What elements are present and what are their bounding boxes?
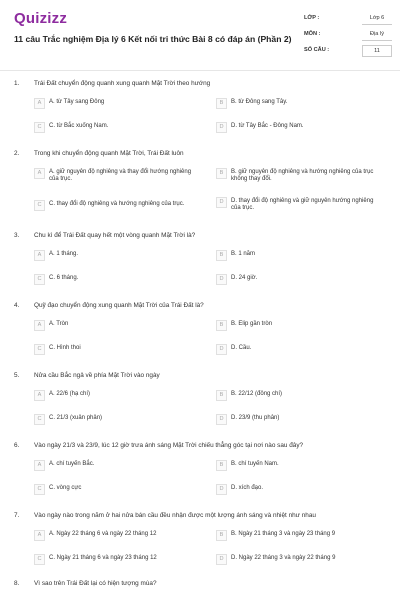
option-d[interactable] (216, 344, 386, 358)
option-text: B. 22/12 (đông chí) (231, 391, 283, 397)
option-letter: C (34, 122, 45, 133)
option-text: C. Hình thoi (49, 345, 81, 351)
question-number: 6. (14, 442, 20, 449)
option-letter: C (34, 274, 45, 285)
option-c[interactable] (34, 414, 204, 428)
option-letter: D (216, 554, 227, 565)
meta-label: LỚP : (304, 15, 320, 21)
option-d[interactable] (216, 274, 386, 288)
option-letter: C (34, 344, 45, 355)
option-d[interactable] (216, 122, 386, 136)
option-d[interactable] (216, 484, 386, 498)
option-text: B. Elip gần tròn (231, 321, 273, 327)
option-text: D. Cầu. (231, 345, 252, 351)
option-text: A. Ngày 22 tháng 6 và ngày 22 tháng 12 (49, 531, 157, 537)
question-number: 1. (14, 80, 20, 87)
option-c[interactable] (34, 554, 204, 568)
question-text: Vào ngày nào trong năm ở hai nửa bán cầu đều nhận được một lượng ánh sáng và nhiệt như nhau (34, 512, 316, 519)
option-c[interactable] (34, 344, 204, 358)
option-text: A. 1 tháng. (49, 251, 79, 257)
option-letter: A (34, 320, 45, 331)
option-letter: B (216, 250, 227, 261)
option-text: A. chí tuyến Bắc. (49, 461, 95, 467)
option-letter: C (34, 484, 45, 495)
option-text: A. Tròn (49, 321, 69, 327)
question-text: Vì sao trên Trái Đất lại có hiện tượng mùa? (34, 580, 157, 587)
option-text: D. 23/9 (thu phân) (231, 415, 280, 421)
option-text: A. giữ nguyên độ nghiêng và thay đổi hướng nghiêng của trục. (49, 169, 192, 183)
option-letter: D (216, 414, 227, 425)
question-text: Trái Đất chuyển động quanh xung quanh Mặt Trời theo hướng (34, 80, 211, 87)
option-text: A. từ Tây sang Đông (49, 99, 105, 105)
option-a[interactable] (34, 168, 204, 188)
option-a[interactable] (34, 98, 204, 112)
option-c[interactable] (34, 274, 204, 288)
meta-label: MÔN : (304, 31, 321, 37)
option-letter: D (216, 122, 227, 133)
worksheet-meta (304, 12, 392, 60)
option-text: B. chí tuyến Nam. (231, 461, 279, 467)
option-letter: A (34, 530, 45, 541)
option-c[interactable] (34, 122, 204, 136)
meta-value: 11 (362, 45, 392, 57)
option-letter: A (34, 390, 45, 401)
page-title: 11 câu Trắc nghiệm Địa lý 6 Kết nối tri thức Bài 8 có đáp án (Phần 2) (14, 34, 292, 44)
option-text: C. 21/3 (xuân phân) (49, 415, 103, 421)
option-letter: D (216, 484, 227, 495)
meta-label: SỐ CÂU : (304, 47, 330, 53)
quizizz-logo: Quizizz (14, 10, 68, 27)
question-number: 8. (14, 580, 20, 587)
option-a[interactable] (34, 250, 204, 264)
option-b[interactable] (216, 250, 386, 264)
question-number: 5. (14, 372, 20, 379)
meta-row-count (304, 44, 392, 60)
option-b[interactable] (216, 320, 386, 334)
option-letter: A (34, 98, 45, 109)
option-letter: B (216, 168, 227, 179)
question-number: 7. (14, 512, 20, 519)
option-text: A. 22/6 (hạ chí) (49, 391, 91, 397)
question-number: 3. (14, 232, 20, 239)
option-b[interactable] (216, 168, 386, 188)
option-text: B. từ Đông sang Tây. (231, 99, 288, 105)
option-text: C. vòng cực (49, 485, 82, 491)
option-text: D. thay đổi độ nghiêng và giữ nguyên hướng nghiêng của trục. (231, 198, 374, 212)
option-a[interactable] (34, 460, 204, 474)
option-letter: A (34, 460, 45, 471)
option-c[interactable] (34, 484, 204, 498)
question-text: Chu kì để Trái Đất quay hết một vòng quanh Mặt Trời là? (34, 232, 196, 239)
meta-value: Lớp 6 (362, 13, 392, 25)
question-text: Vào ngày 21/3 và 23/9, lúc 12 giờ trưa ánh sáng Mặt Trời chiếu thẳng góc tại nơi nào sau đây? (34, 442, 304, 449)
option-text: B. Ngày 21 tháng 3 và ngày 23 tháng 9 (231, 531, 336, 537)
option-text: B. giữ nguyên độ nghiêng và hướng nghiêng của trục không thay đổi. (231, 169, 374, 183)
option-letter: C (34, 200, 45, 211)
option-letter: C (34, 554, 45, 565)
option-b[interactable] (216, 460, 386, 474)
option-letter: B (216, 460, 227, 471)
question-number: 4. (14, 302, 20, 309)
option-c[interactable] (34, 200, 204, 220)
option-letter: B (216, 98, 227, 109)
option-letter: B (216, 320, 227, 331)
option-a[interactable] (34, 390, 204, 404)
option-text: C. 6 tháng. (49, 275, 79, 281)
meta-value: Địa lý (362, 29, 392, 41)
option-a[interactable] (34, 320, 204, 334)
question-text: Nửa cầu Bắc ngả về phía Mặt Trời vào ngày (34, 372, 160, 379)
option-text: D. Ngày 22 tháng 3 và ngày 22 tháng 9 (231, 555, 336, 561)
header-divider (0, 70, 400, 71)
option-b[interactable] (216, 98, 386, 112)
question-text: Trong khi chuyển động quanh Mặt Trời, Trái Đất luôn (34, 150, 184, 157)
question-number: 2. (14, 150, 20, 157)
question-text: Quỹ đạo chuyển động xung quanh Mặt Trời của Trái Đất là? (34, 302, 204, 309)
option-b[interactable] (216, 390, 386, 404)
option-letter: D (216, 274, 227, 285)
option-b[interactable] (216, 530, 386, 544)
option-text: D. 24 giờ. (231, 275, 258, 281)
option-letter: A (34, 250, 45, 261)
option-letter: A (34, 168, 45, 179)
option-text: C. Ngày 21 tháng 6 và ngày 23 tháng 12 (49, 555, 157, 561)
option-letter: D (216, 344, 227, 355)
meta-row-class (304, 12, 392, 28)
option-text: B. 1 năm (231, 251, 256, 257)
option-letter: B (216, 390, 227, 401)
option-text: D. xích đạo. (231, 485, 264, 491)
option-letter: D (216, 197, 227, 208)
option-d[interactable] (216, 554, 386, 568)
option-text: D. từ Tây Bắc - Đông Nam. (231, 123, 304, 129)
worksheet-header (0, 0, 400, 68)
option-d[interactable] (216, 414, 386, 428)
option-a[interactable] (34, 530, 204, 544)
option-text: C. thay đổi độ nghiêng và hướng nghiêng của trục. (49, 201, 185, 207)
option-letter: B (216, 530, 227, 541)
option-d[interactable] (216, 197, 386, 217)
option-letter: C (34, 414, 45, 425)
option-text: C. từ Bắc xuống Nam. (49, 123, 109, 129)
meta-row-subject (304, 28, 392, 44)
